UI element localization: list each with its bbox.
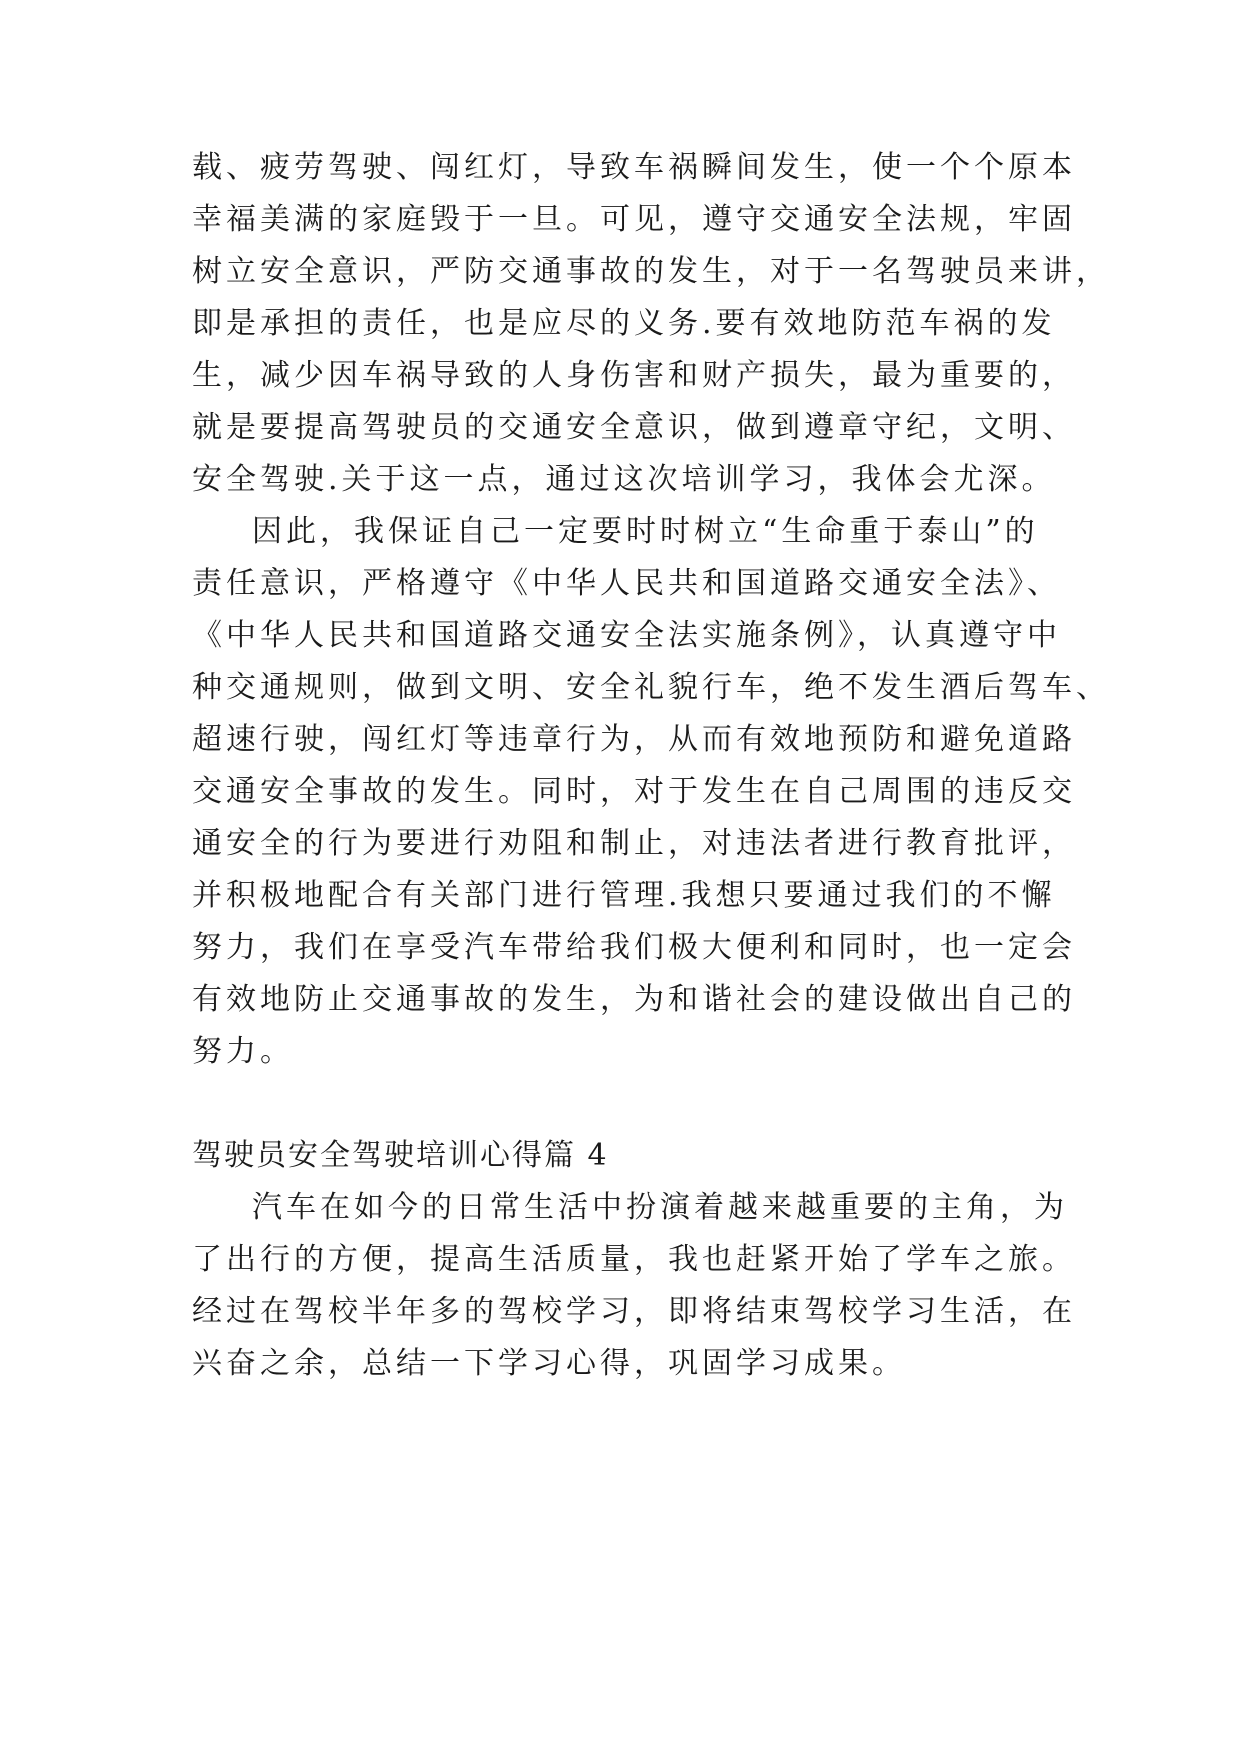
text-line: 努力。 xyxy=(192,1034,294,1069)
text-line: 生，减少因车祸导致的人身伤害和财产损失，最为重要的， xyxy=(192,358,1076,393)
text-line: 载、疲劳驾驶、闯红灯，导致车祸瞬间发生，使一个个原本 xyxy=(192,150,1076,185)
text-line: 责任意识，严格遵守《中华人民共和国道路交通安全法》、 xyxy=(192,566,1061,601)
text-line: 通安全的行为要进行劝阻和制止，对违法者进行教育批评， xyxy=(192,826,1076,861)
paragraph-first-line: 汽车在如今的日常生活中扮演着越来越重要的主角，为 xyxy=(252,1190,1068,1225)
text-line: 《中华人民共和国道路交通安全法实施条例》，认真遵守中 xyxy=(192,618,1061,653)
text-line: 经过在驾校半年多的驾校学习，即将结束驾校学习生活，在 xyxy=(192,1294,1076,1329)
text-line: 交通安全事故的发生。同时，对于发生在自己周围的违反交 xyxy=(192,774,1076,809)
text-line: 了出行的方便，提高生活质量，我也赶紧开始了学车之旅。 xyxy=(192,1242,1076,1277)
section-heading: 驾驶员安全驾驶培训心得篇 4 xyxy=(192,1138,609,1173)
text-line: 有效地防止交通事故的发生，为和谐社会的建设做出自己的 xyxy=(192,982,1076,1017)
text-line: 兴奋之余，总结一下学习心得，巩固学习成果。 xyxy=(192,1346,906,1381)
text-line: 树立安全意识，严防交通事故的发生，对于一名驾驶员来讲， xyxy=(192,254,1110,289)
text-line: 安全驾驶.关于这一点，通过这次培训学习，我体会尤深。 xyxy=(192,462,1056,497)
text-line: 就是要提高驾驶员的交通安全意识，做到遵章守纪，文明、 xyxy=(192,410,1076,445)
text-line: 即是承担的责任，也是应尽的义务.要有效地防范车祸的发 xyxy=(192,306,1056,341)
text-line: 幸福美满的家庭毁于一旦。可见，遵守交通安全法规，牢固 xyxy=(192,202,1076,237)
text-line: 努力，我们在享受汽车带给我们极大便利和同时，也一定会 xyxy=(192,930,1076,965)
text-line: 超速行驶，闯红灯等违章行为，从而有效地预防和避免道路 xyxy=(192,722,1076,757)
text-line: 并积极地配合有关部门进行管理.我想只要通过我们的不懈 xyxy=(192,878,1056,913)
paragraph-first-line: 因此，我保证自己一定要时时树立“生命重于泰山”的 xyxy=(252,514,1039,549)
text-line: 种交通规则，做到文明、安全礼貌行车，绝不发生酒后驾车、 xyxy=(192,670,1110,705)
